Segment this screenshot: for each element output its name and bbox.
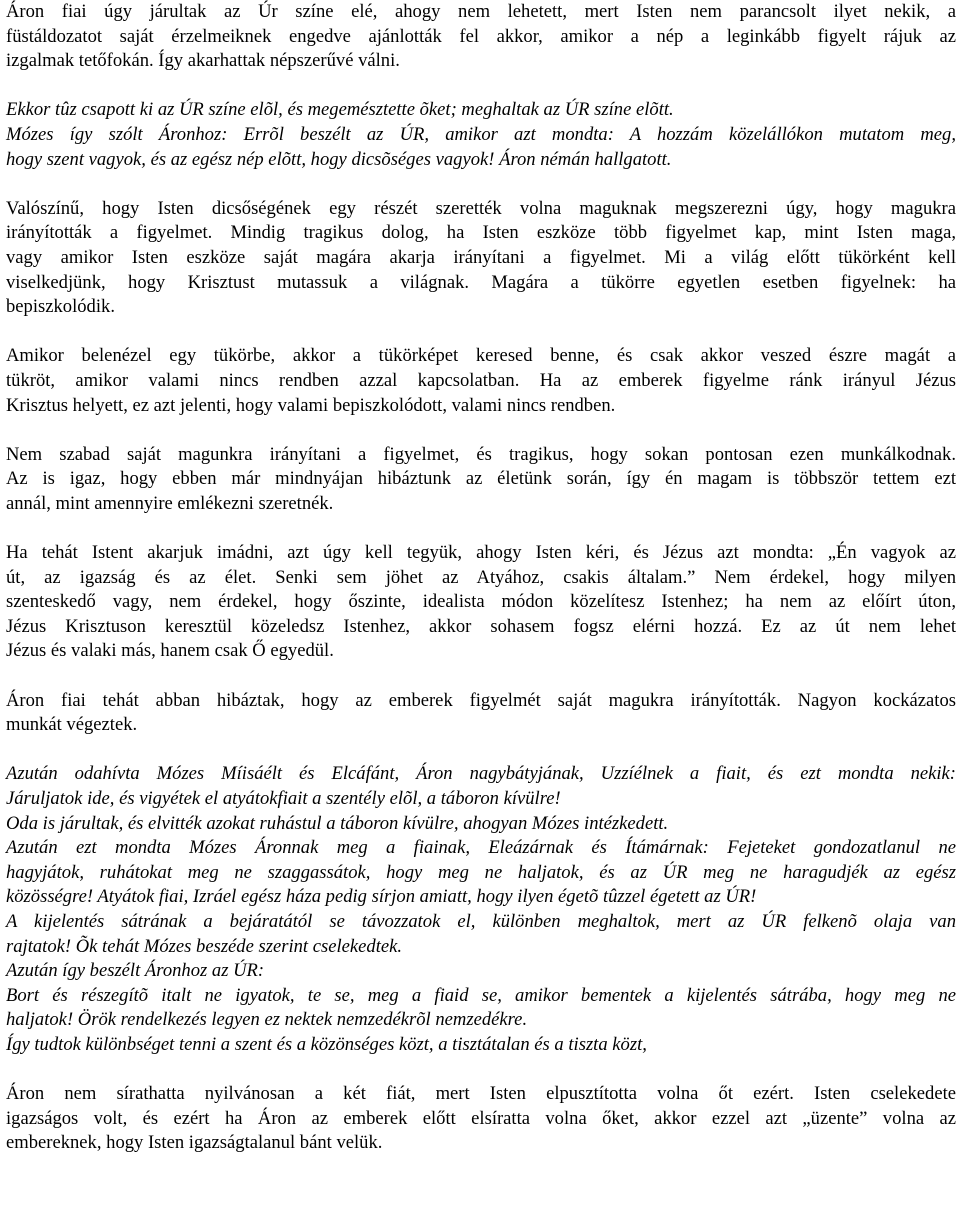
text-line: Azután így beszélt Áronhoz az ÚR: <box>6 960 265 982</box>
text-line: viselkedjünk, hogy Krisztust mutassuk a világnak. Magára a tükörre egyetlen esetben figyelnek: ha <box>6 271 956 293</box>
text-line: munkát végeztek. <box>6 714 138 736</box>
text-line: irányították a figyelmet. Mindig tragikus dolog, ha Isten eszköze több figyelmet kap, mint Isten maga, <box>6 222 956 244</box>
paragraph-spacer <box>6 418 956 443</box>
text-line: haljatok! Örök rendelkezés legyen ez nektek nemzedékrõl nemzedékre. <box>6 1009 528 1031</box>
text-line: annál, mint amennyire emlékezni szeretnék. <box>6 492 334 514</box>
paragraph-spacer <box>6 516 956 541</box>
text-line: embereknek, hogy Isten igazságtalanul bánt velük. <box>6 1132 383 1154</box>
paragraph-spacer <box>6 74 956 99</box>
text-line: Ekkor tûz csapott ki az ÚR színe elõl, és megemésztette õket; meghaltak az ÚR színe elõtt. <box>6 99 674 121</box>
text-line: bepiszkolódik. <box>6 296 115 318</box>
paragraph-valoszinu <box>6 197 956 320</box>
text-line: igazságos volt, és ezért ha Áron az emberek előtt elsíratta volna őket, akkor ezzel azt „üzente” volna az <box>6 1107 956 1129</box>
text-line: A kijelentés sátrának a bejáratától se távozzatok el, különben meghaltok, mert az ÚR felkenõ olaja van <box>6 910 956 932</box>
text-line: Mózes így szólt Áronhoz: Errõl beszélt az ÚR, amikor azt mondta: A hozzám közelállókon mutatom meg, <box>6 123 956 145</box>
text-line: Oda is járultak, és elvitték azokat ruhástul a táboron kívülre, ahogyan Mózes intézkedett. <box>6 812 669 834</box>
text-line: izgalmak tetőfokán. Így akarhattak népszerűvé válni. <box>6 50 400 72</box>
document-page <box>6 0 956 1156</box>
text-line: Ha tehát Istent akarjuk imádni, azt úgy kell tegyük, ahogy Isten kéri, és Jézus azt mondta: „Én vagyok az <box>6 542 956 564</box>
text-line: Áron fiai tehát abban hibáztak, hogy az emberek figyelmét saját magukra irányították. Nagyon kockázatos <box>6 689 956 711</box>
text-line: rajtatok! Õk tehát Mózes beszéde szerint cselekedtek. <box>6 935 403 957</box>
text-line: szenteskedő vagy, nem érdekel, hogy őszinte, idealista módon közelítesz Istenhez; ha nem az előírt úton, <box>6 591 956 613</box>
text-line: Azután odahívta Mózes Míisáélt és Elcáfánt, Áron nagybátyjának, Uzzíélnek a fiait, és ezt mondta nekik: <box>6 763 956 785</box>
text-line: vagy amikor Isten eszköze saját magára akarja irányítani a figyelmet. Mi a világ előtt tükörként kell <box>6 246 956 268</box>
paragraph-aron-nem-sirathatta <box>6 1082 956 1156</box>
paragraph-scripture-quote-1 <box>6 98 956 172</box>
text-line: Jézus és valaki más, hanem csak Ő egyedül. <box>6 640 334 662</box>
paragraph-scripture-quote-2 <box>6 762 956 1057</box>
text-line: hagyjátok, ruhátokat meg ne szaggassátok, hogy meg ne haljatok, és az ÚR meg ne haragudjék az egész <box>6 861 956 883</box>
text-line: Bort és részegítõ italt ne igyatok, te se, meg a fiaid se, amikor bementek a kijelentés sátrába, hogy meg ne <box>6 984 956 1006</box>
text-line: Jézus Krisztuson keresztül közeledsz Istenhez, akkor sohasem fogsz elérni hozzá. Ez az út nem lehet <box>6 615 956 637</box>
text-line: Nem szabad saját magunkra irányítani a figyelmet, és tragikus, hogy sokan pontosan ezen munkálkodnak. <box>6 443 956 465</box>
paragraph-spacer <box>6 664 956 689</box>
text-line: Járuljatok ide, és vigyétek el atyátokfiait a szentély elõl, a táboron kívülre! <box>6 788 561 809</box>
paragraph-hibaztak <box>6 689 956 738</box>
paragraph-nem-szabad <box>6 443 956 517</box>
text-line: tükröt, amikor valami nincs rendben azzal kapcsolatban. Ha az emberek figyelme ránk irányul Jézus <box>6 369 956 391</box>
paragraph-spacer <box>6 172 956 197</box>
text-line: út, az igazság és az élet. Senki sem jöhet az Atyához, csakis általam.” Nem érdekel, hogy milyen <box>6 566 956 588</box>
paragraph-spacer <box>6 1058 956 1083</box>
text-line: Így tudtok különbséget tenni a szent és a közönséges közt, a tisztátalan és a tiszta közt, <box>6 1033 647 1055</box>
text-line: közösségre! Atyátok fiai, Izráel egész háza pedig sírjon amiatt, hogy ilyen égetõ tûzzel égetett az ÚR! <box>6 886 757 908</box>
text-line: füstáldozatot saját érzelmeiknek engedve ajánlották fel akkor, amikor a nép a leginkább figyelt rájuk az <box>6 25 956 47</box>
text-line: Valószínű, hogy Isten dicsőségének egy részét szerették volna maguknak megszerezni úgy, hogy magukra <box>6 197 956 219</box>
text-line: Azután ezt mondta Mózes Áronnak meg a fiainak, Eleázárnak és Ítámárnak: Fejeteket gondozatlanul ne <box>6 837 956 859</box>
paragraph-tukor <box>6 344 956 418</box>
text-line: Krisztus helyett, ez azt jelenti, hogy valami bepiszkolódott, valami nincs rendben. <box>6 394 616 416</box>
paragraph-aron-fiai-intro <box>6 0 956 74</box>
text-line: Az is igaz, hogy ebben már mindnyájan hibáztunk az életünk során, így én magam is többször tettem ezt <box>6 468 956 490</box>
text-line: Áron fiai úgy járultak az Úr színe elé, ahogy nem lehetett, mert Isten nem parancsolt ilyet nekik, a <box>6 1 956 22</box>
text-line: hogy szent vagyok, és az egész nép elõtt, hogy dicsõséges vagyok! Áron némán hallgatott. <box>6 148 672 170</box>
paragraph-spacer <box>6 738 956 763</box>
text-line: Áron nem sírathatta nyilvánosan a két fiát, mert Isten elpusztította volna őt ezért. Isten cselekedete <box>6 1083 956 1105</box>
paragraph-spacer <box>6 320 956 345</box>
text-line: Amikor belenézel egy tükörbe, akkor a tükörképet keresed benne, és csak akkor veszed észre magát a <box>6 345 956 367</box>
paragraph-istent-imadni <box>6 541 956 664</box>
